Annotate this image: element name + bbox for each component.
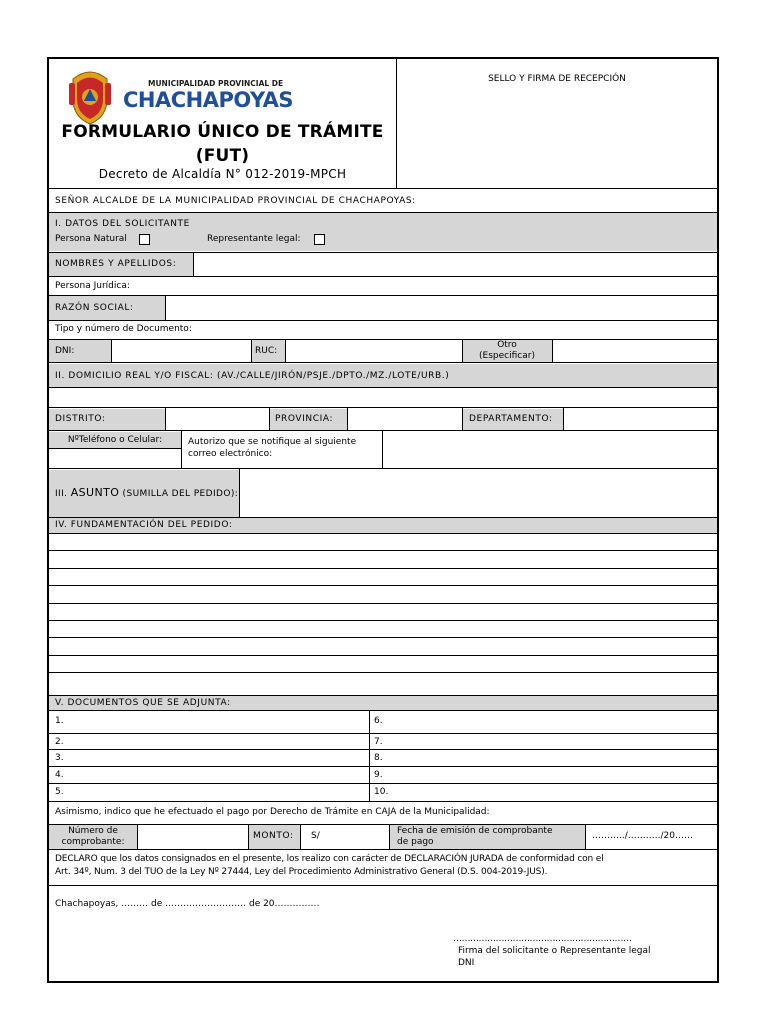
signature-label: Firma del solicitante o Representante legal <box>458 946 651 956</box>
fut-form <box>47 57 719 983</box>
natural-person-label: Persona Natural <box>55 234 127 244</box>
decree-text: Decreto de Alcaldía N° 012-2019-MPCH <box>98 167 347 181</box>
doc-item-4[interactable]: 4. <box>55 770 64 780</box>
doc-item-7[interactable]: 7. <box>374 737 383 747</box>
payment-date-field[interactable]: ………../………../20…… <box>592 831 693 841</box>
names-field[interactable] <box>194 253 717 276</box>
section1-title: I. DATOS DEL SOLICITANTE <box>55 219 190 229</box>
form-title: FORMULARIO ÚNICO DE TRÁMITE <box>61 122 384 142</box>
justification-field[interactable] <box>49 534 717 695</box>
phone-label: NºTeléfono o Celular: <box>67 435 163 445</box>
doc-item-6[interactable]: 6. <box>374 716 383 726</box>
payment-statement: Asimismo, indico que he efectuado el pago por Derecho de Trámite en CAJA de la Municipalidad: <box>55 807 490 817</box>
asunto-title: ASUNTO <box>70 486 120 499</box>
business-name-field[interactable] <box>166 296 717 320</box>
legal-rep-checkbox[interactable] <box>314 234 325 245</box>
email-consent-line1: Autorizo que se notifique al siguiente <box>188 437 357 447</box>
email-field[interactable] <box>383 431 717 468</box>
email-consent-line2: correo electrónico: <box>188 449 273 459</box>
signature-dni-label: DNI <box>458 958 475 968</box>
doc-item-2[interactable]: 2. <box>55 737 64 747</box>
municipality-name-logo: CHACHAPOYAS <box>123 88 294 112</box>
asunto-prefix: III. <box>55 489 68 499</box>
business-name-label: RAZÓN SOCIAL: <box>55 303 134 313</box>
district-field[interactable] <box>166 408 269 430</box>
municipal-crest-icon <box>65 69 115 125</box>
receipt-label-2: comprobante: <box>61 837 125 847</box>
ruc-label: RUC: <box>255 346 278 356</box>
section5-title: V. DOCUMENTOS QUE SE ADJUNTA: <box>55 698 231 708</box>
doc-item-9[interactable]: 9. <box>374 770 383 780</box>
addressee-line: SEÑOR ALCALDE DE LA MUNICIPALIDAD PROVINCIAL DE CHACHAPOYAS: <box>55 196 416 206</box>
legal-person-label: Persona Jurídica: <box>55 281 130 291</box>
phone-field[interactable] <box>49 449 181 468</box>
payment-date-label: Fecha de emisión de comprobante <box>397 826 553 836</box>
other-field[interactable] <box>553 340 717 362</box>
signature-line[interactable]: ……………………………………………………… <box>453 934 632 944</box>
doc-item-1[interactable]: 1. <box>55 716 64 726</box>
section2-title: II. DOMICILIO REAL Y/O FISCAL: (AV./CALLE/JIRÓN/PSJE./DPTO./MZ./LOTE/URB.) <box>55 371 450 381</box>
amount-label: MONTO: <box>253 831 294 841</box>
stamp-label: SELLO Y FIRMA DE RECEPCIÓN <box>488 74 626 84</box>
doc-item-3[interactable]: 3. <box>55 753 64 763</box>
department-label: DEPARTAMENTO: <box>469 414 553 424</box>
doc-type-label: Tipo y número de Documento: <box>55 324 192 334</box>
section4-title: IV. FUNDAMENTACIÓN DEL PEDIDO: <box>55 520 233 530</box>
asunto-label <box>55 487 238 500</box>
asunto-suffix: (SUMILLA DEL PEDIDO): <box>122 489 239 499</box>
municipality-label: MUNICIPALIDAD PROVINCIAL DE <box>148 79 284 88</box>
asunto-field[interactable] <box>240 469 717 517</box>
other-specify-label: (Especificar) <box>479 351 535 361</box>
dni-field[interactable] <box>112 340 251 362</box>
doc-item-5[interactable]: 5. <box>55 787 64 797</box>
amount-field[interactable]: S/ <box>311 831 320 841</box>
declaration-line2: Art. 34º, Num. 3 del TUO de la Ley Nº 27444, Ley del Procedimiento Administrativo General (D.S. 004-2019-JUS). <box>55 867 548 877</box>
doc-item-10[interactable]: 10. <box>374 787 389 797</box>
receipt-label: Número de <box>68 826 118 836</box>
province-label: PROVINCIA: <box>275 414 334 424</box>
district-label: DISTRITO: <box>55 414 106 424</box>
place-date-line[interactable]: Chachapoyas, ……… de ……………………… de 20…………… <box>55 899 320 909</box>
other-label: Otro <box>497 340 517 350</box>
department-field[interactable] <box>564 408 717 430</box>
province-field[interactable] <box>348 408 462 430</box>
names-label: NOMBRES Y APELLIDOS: <box>55 259 177 269</box>
declaration-line1: DECLARO que los datos consignados en el presente, los realizo con carácter de DECLARACIÓN JURADA de conformidad con el <box>55 854 604 864</box>
legal-rep-label: Representante legal: <box>207 234 301 244</box>
payment-date-label-2: de pago <box>397 837 434 847</box>
form-acronym: (FUT) <box>195 146 250 166</box>
receipt-number-field[interactable] <box>138 825 248 849</box>
ruc-field[interactable] <box>286 340 462 362</box>
doc-item-8[interactable]: 8. <box>374 753 383 763</box>
dni-label: DNI: <box>55 346 75 356</box>
address-field[interactable] <box>49 388 717 407</box>
natural-person-checkbox[interactable] <box>139 234 150 245</box>
